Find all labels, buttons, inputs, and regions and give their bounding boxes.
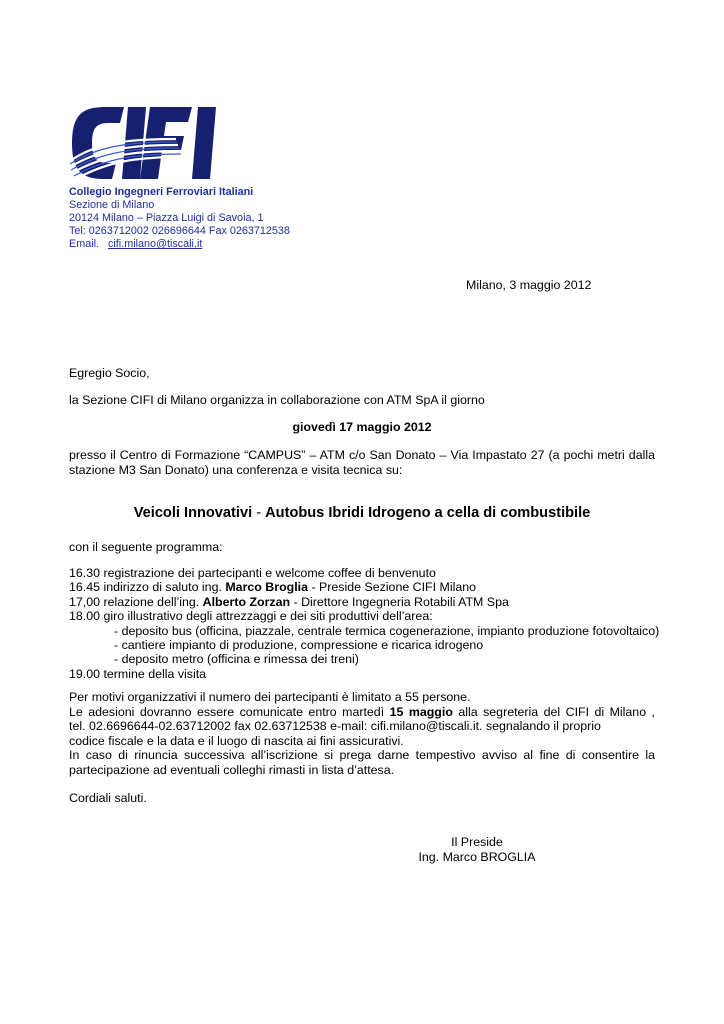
org-name: Collegio Ingegneri Ferroviari Italiani	[69, 186, 254, 198]
notes-line: tel. 02.6696644-02.63712002 fax 02.63712538 e-mail: cifi.milano@tiscali.it. segnalando il proprio	[69, 719, 601, 734]
notes-line: codice fiscale e la data e il luogo di nascita ai fini assicurativi.	[69, 733, 404, 748]
program-item-text: 16.45 indirizzo di saluto ing.	[69, 580, 226, 595]
program-item: 16.30 registrazione dei partecipanti e welcome coffee di benvenuto	[69, 566, 436, 580]
program-item	[69, 580, 659, 594]
program-item	[69, 595, 659, 609]
letter-date: Milano, 3 maggio 2012	[466, 278, 592, 292]
program-list	[69, 566, 659, 681]
signature-name: Ing. Marco BROGLIA	[418, 850, 536, 864]
program-item-text: - Preside Sezione CIFI Milano	[307, 580, 477, 595]
speaker-name: Alberto Zorzan	[202, 594, 291, 609]
closing: Cordiali saluti.	[69, 791, 147, 805]
address: 20124 Milano – Piazza Luigi di Savoia, 1	[69, 212, 264, 224]
program-subitem: - cantiere impianto di produzione, compressione e ricarica idrogeno	[114, 638, 484, 653]
email-link[interactable]: cifi.milano@tiscali.it	[108, 238, 203, 250]
title-separator: -	[252, 505, 266, 521]
section-name: Sezione di Milano	[69, 199, 155, 211]
program-subitem: - deposito metro (officina e rimessa dei treni)	[114, 652, 359, 667]
cifi-logo	[66, 103, 222, 183]
notes-text: alla segreteria del CIFI di Milano ,	[452, 704, 655, 719]
email-row	[69, 238, 290, 251]
phone-fax: Tel: 0263712002 026696644 Fax 0263712538	[69, 225, 290, 237]
notes-line	[69, 705, 655, 720]
letterhead	[69, 186, 290, 251]
notes-line: In caso di rinuncia successiva all’iscrizione si prega darne tempestivo avviso al fine di consentire la	[69, 748, 655, 763]
intro-text: la Sezione CIFI di Milano organizza in collaborazione con ATM SpA il giorno	[69, 393, 485, 407]
notes-line: partecipazione ad eventuali colleghi rimasti in lista d’attesa.	[69, 762, 395, 777]
program-intro: con il seguente programma:	[69, 540, 223, 554]
program-subitem: - deposito bus (officina, piazzale, centrale termica cogenerazione, impianto produzione fotovoltaico)	[114, 623, 660, 638]
title-part2: Autobus Ibridi Idrogeno a cella di combustibile	[265, 505, 591, 521]
notes-text: Le adesioni dovranno essere comunicate entro martedì	[69, 704, 390, 719]
deadline-date: 15 maggio	[389, 704, 453, 719]
signature-role: Il Preside	[451, 835, 503, 849]
signature-block	[417, 835, 537, 865]
cifi-logo-graphic	[66, 103, 222, 183]
notes-line: Per motivi organizzativi il numero dei partecipanti è limitato a 55 persone.	[69, 690, 471, 704]
notes-paragraph	[69, 690, 655, 778]
speaker-name: Marco Broglia	[225, 580, 308, 595]
program-item: 19.00 termine della visita	[69, 666, 207, 681]
event-title	[0, 505, 724, 521]
email-label: Email.	[69, 238, 99, 250]
venue-paragraph: presso il Centro di Formazione “CAMPUS” – ATM c/o San Donato – Via Impastato 27 (a pochi metri dalla stazione M3 San Donato) una conferenza e visita tecnica su:	[69, 448, 655, 477]
event-date: giovedì 17 maggio 2012	[292, 420, 432, 434]
program-item-text: - Direttore Ingegneria Rotabili ATM Spa	[290, 594, 509, 609]
program-item-text: 17,00 relazione dell’ing.	[69, 594, 203, 609]
program-item: 18.00 giro illustrativo degli attrezzaggi e dei siti produttivi dell’area:	[69, 609, 433, 624]
title-part1: Veicoli Innovativi	[133, 505, 253, 521]
salutation: Egregio Socio,	[69, 366, 150, 380]
